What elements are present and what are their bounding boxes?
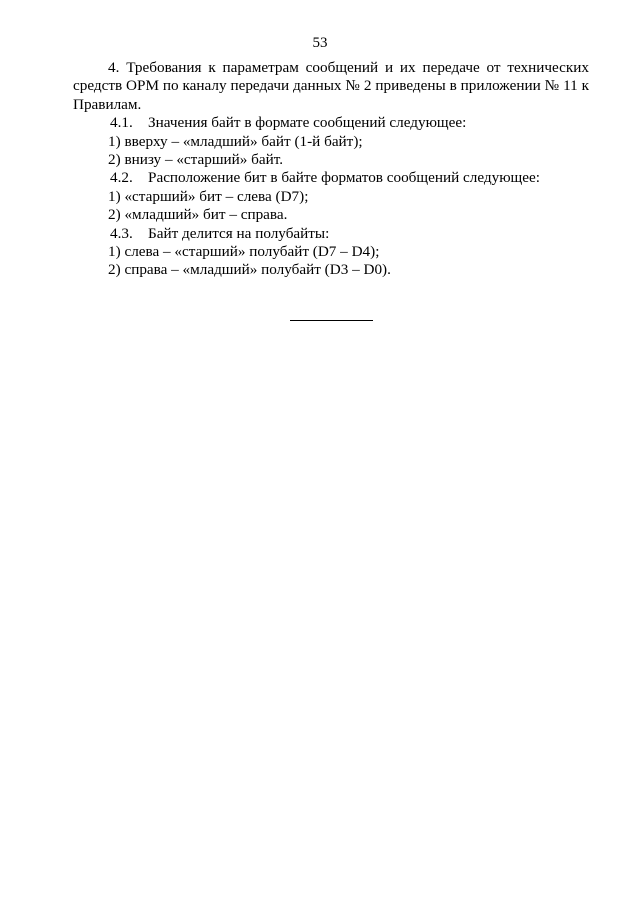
subsection-title: Расположение бит в байте форматов сообщений следующее: bbox=[148, 169, 540, 187]
subsection-title: Значения байт в формате сообщений следующее: bbox=[148, 114, 467, 132]
end-divider bbox=[290, 320, 373, 321]
subsection-number: 4.2. bbox=[110, 169, 133, 187]
subsection-4-2-heading bbox=[73, 169, 589, 187]
list-item: 1) слева – «старший» полубайт (D7 – D4); bbox=[108, 243, 380, 261]
list-item: 1) «старший» бит – слева (D7); bbox=[108, 187, 309, 205]
subsection-title: Байт делится на полубайты: bbox=[148, 224, 330, 242]
list-item: 2) «младший» бит – справа. bbox=[108, 206, 288, 224]
list-item: 1) вверху – «младший» байт (1-й байт); bbox=[108, 132, 363, 150]
section-4-paragraph: 4. Требования к параметрам сообщений и их передаче от технических средств ОРМ по каналу передачи данных № 2 приведены в приложении № 11 к Правилам. bbox=[73, 59, 589, 113]
list-item: 2) справа – «младший» полубайт (D3 – D0). bbox=[108, 261, 391, 279]
subsection-number: 4.1. bbox=[110, 114, 133, 132]
list-item: 2) внизу – «старший» байт. bbox=[108, 151, 284, 169]
document-body bbox=[73, 59, 589, 280]
page-number: 53 bbox=[312, 35, 328, 51]
subsection-number: 4.3. bbox=[110, 224, 133, 242]
subsection-4-1-heading bbox=[73, 114, 589, 132]
subsection-4-3-heading bbox=[73, 225, 589, 243]
